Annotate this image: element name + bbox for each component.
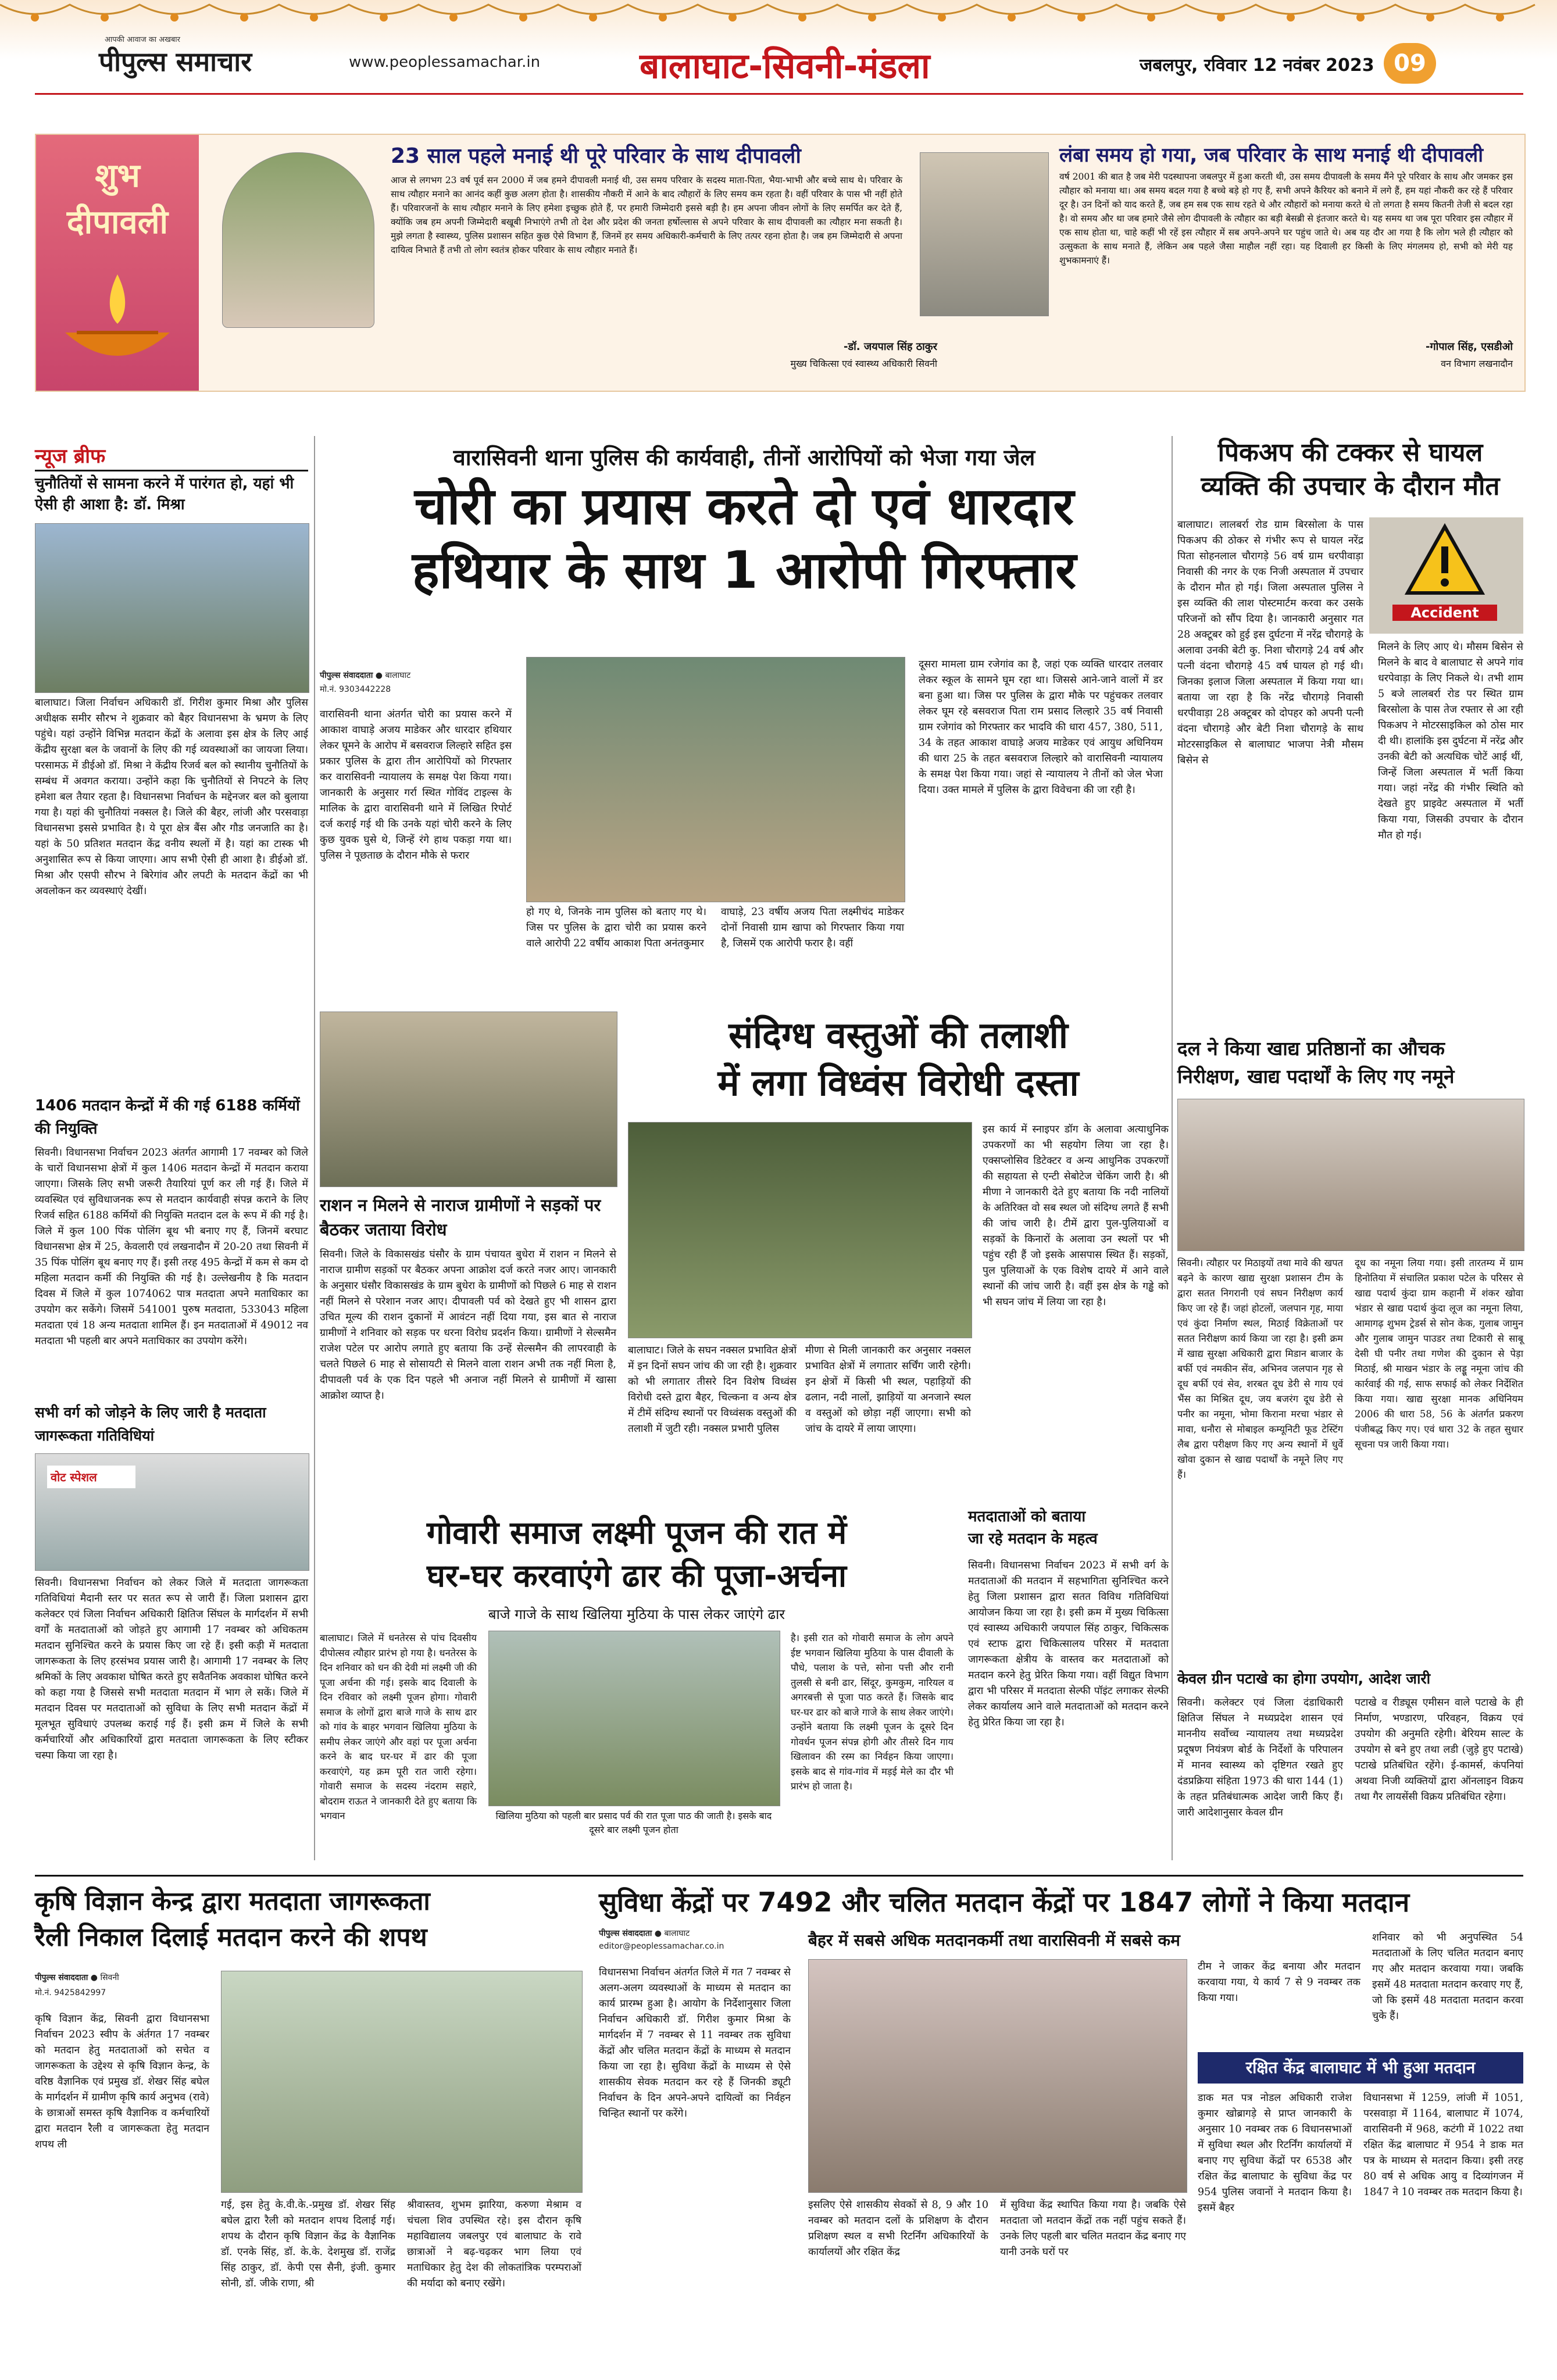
krishi-body-col1: कृषि विज्ञान केंद्र, सिवनी द्वारा विधानसभा निर्वाचन 2023 स्वीप के अंर्तगत 17 नवम्बर को मतदान हेतु मतदाताओं को सचेत व जागरूकता के उद्देश्य से कृषि विज्ञान केन्द्र, के वरिष्ठ वैज्ञानिक एवं प्रमुख डॉ. शेखर सिंह बघेल के मार्गदर्शन में ग्रामीण कृषि कार्य अनुभव (रावे) के छात्राओं समस्त कृषि वैज्ञानिक व कर्मचारियों द्वारा मतदान रैली व जागरूकता हेतु मतदान शपथ ली [35, 2013, 209, 2150]
food-body-col2: दूध का नमूना लिया गया। इसी तारतम्य में ग्राम हिनोतिया में संचालित प्रकाश पटेल के परिसर से खाद्य पदार्थ कुंदा ग्राम कहानी में शंकर खोवा भंडार से खाद्य पदार्थ कुंदा लूज का नमूना लिया, आमागढ़ शुभम ट्रेडर्स से सोन केक, गुलाब जामुन और गुलाब जामुन पाउडर तथा टिकारी से साबू देसी घी पनीर तथा गणेश की दुकान से पेड़ा मिठाई, श्री माखन भंडार के लड्डू नमूना जांच की कार्रवाई की गई, साफ सफाई को लेकर निर्देशित किया गया। खाद्य सुरक्षा मानक अधिनियम 2006 की धारा 58, 56 के अंतर्गत प्रकरण पंजीबद्ध किए गए। एवं धारा 32 के तहत सुधार सूचना पत्र जारी किया गया। [1355, 1257, 1523, 1450]
lead-mobile: मो.नं. 9303442228 [320, 685, 391, 694]
brief-rule [35, 470, 308, 471]
krishi-story [35, 1884, 581, 2360]
bomb-headline-line1: संदिग्ध वस्तुओं की तलाशी [728, 1014, 1068, 1056]
lead-body-col1: वारासिवनी थाना अंतर्गत चोरी का प्रयास करने में आकाश वाघाड़े अजय माडेकर और धारदार हथियार लेकर घूमने के आरोप में बसवराज लिल्हारे सहित इस प्रकार पुलिस के द्वारा तीन आरोपियों को गिरफ्तार कर वारासिवनी न्यायालय के समक्ष पेश किया गया। जानकारी के अनुसार गर्रा स्थित गोविंद टाइल्स के मालिक के द्वारा वारासिवनी थाने में लिखित रिपोर्ट दर्ज कराई गई थी कि उनके यहां चोरी करने के लिए कुछ युवक घुसे थे, जिन्हें रंगे हाथ पकड़ा गया था। पुलिस ने पूछताछ के दौरान मौके से फरार [320, 709, 512, 862]
ration-body: सिवनी। जिले के विकासखंड घंसौर के ग्राम पंचायत बुधेरा में राशन न मिलने से नाराज ग्रामीण सड़कों पर बैठकर अपना आक्रोश दर्ज करते नजर आए। जानकारी के अनुसार घंसौर विकासखंड के ग्राम बुधेरा के ग्रामीणों को पिछले 6 माह से राशन नहीं मिलने से परेशान नजर आए। दीपावली पर्व को देखते हुए भी शासन द्वारा उचित मूल्य की राशन दुकानों में आवंटन नहीं दिया गया, इस बात से नाराज ग्रामीणों ने शनिवार को सड़क पर धरना विरोध प्रदर्शन किया। ग्रामीणों ने सेल्समैन राजेश पटेल पर आरोप लगाते हुए बताया कि उन्हें सेल्समैन की लापरवाही के चलते पिछले 6 माह से सोसायटी से मिलने वाला राशन अभी तक नहीं मिला है, दीपावली पर्व के एक दिन पहले भी अनाज नहीं मिलने से ग्रामीणों में खासा आक्रोश व्याप्त है। [320, 1249, 616, 1402]
food-headline-line2: निरीक्षण, खाद्य पदार्थों के लिए गए नमूने [1177, 1065, 1455, 1088]
green-crackers-story [1177, 1668, 1523, 1860]
brief2-body: सिवनी। विधानसभा निर्वाचन 2023 अंतर्गत आगामी 17 नवम्बर को जिले के चारों विधानसभा क्षेत्रों में कुल 1406 मतदान केन्द्रों में मतदान कराया जाएगा। जिसके लिए सभी जरूरी तैयारियां पूर्ण कर ली गई हैं। जिले में व्यवस्थित एवं सुविधाजनक रूप से मतदान कार्यवाही संपन्न कराने के लिए रिजर्व सहित 6188 कर्मियों की नियुक्ति मतदान दल के रूप में की गई है। जिले में कुल 100 पिंक पोलिंग बूथ भी बनाए गए हैं, जिनमें बरघाट विधानसभा क्षेत्र में 25, केवलारी एवं लखनादौन में 20-20 तथा सिवनी में 35 पिंक पोलिंग बूथ बनाए गए हैं। इसी तरह 495 केन्द्रों में कम से कम दो महिला मतदान कर्मी की नियुक्ति की गई है। उल्लेखनीय है कि मतदान दिवस में जिले में कुल 1074062 पात्र मतदाता अपने मताधिकार का उपयोग कर सकेंगे। जिसमें 541001 पुरुष मतदाता, 533043 महिला मतदाता एवं 18 अन्य मतदाता शामिल हैं। इन मतदाताओं में 49012 नव मतदाता भी पहली बार अपने मताधिकार का उपयोग करेंगे। [35, 1147, 308, 1347]
lead-headline-line2: हथियार के साथ 1 आरोपी गिरफ्तार [412, 540, 1077, 600]
suvidha-body-col1: विधानसभा निर्वाचन अंतर्गत जिले में गत 7 नवम्बर से अलग-अलग व्यवस्थाओं के माध्यम से मतदान का कार्य प्रारम्भ हुआ है। आयोग के निर्देशानुसार जिला निर्वाचन अधिकारी डॉ. गिरीश कुमार मिश्रा के मार्गदर्शन में 7 नवम्बर से 11 नवम्बर तक सुविधा केंद्रों और चलित मतदान केंद्रों के माध्यम से मतदान किया जा रहा है। सुविधा केंद्रों के माध्यम से ऐसे शासकीय सेवक मतदान कर रहे हैं जिनकी ड्यूटी निर्वाचन के दिन अपने-अपने दायित्वों का निर्वहन चिन्हित स्थानों पर करेंगे। [599, 1967, 791, 2120]
diwali-lamps-decoration [0, 0, 1557, 35]
lead-kicker: वारासिवनी थाना पुलिस की कार्यवाही, तीनों आरोपियों को भेजा गया जेल [453, 445, 1035, 470]
bomb-body-col1: बालाघाट। जिले के सघन नक्सल प्रभावित क्षेत्रों में इन दिनों सघन जांच की जा रही है। शुक्रवार को भी लगातार तीसरे दिन विशेष विध्वंस विरोधी दस्ते द्वारा बैहर, चिल्कना व अन्य क्षेत्र में टीमें संदिग्ध स्थानों पर विध्वंसक वस्तुओं की तलाशी में जुटी रही। नक्सल प्रभारी पुलिस [628, 1345, 797, 1435]
brief2-headline: 1406 मतदान केन्द्रों में की गई 6188 कर्मियों की नियुक्ति [35, 1097, 300, 1138]
pickup-body-col1: बालाघाट। लालबर्रा रोड ग्राम बिरसोला के पास पिकअप की ठोकर से गंभीर रूप से घायल नरेंद्र पिता सोहनलाल चौरागड़े 56 वर्ष ग्राम धरपीवाड़ा निवासी की नगर के एक निजी अस्पताल में उपचार के दौरान मौत हो गई। जिला अस्पताल पुलिस ने इस व्यक्ति की लाश पोस्टमार्टम करवा कर उसके परिजनों को सौंप दिया है। जानकारी अनुसार गत 28 अक्टूबर को हुई इस दुर्घटना में नरेंद्र चौरागड़े के अलावा उनकी बेटी कु. निशा चौरागड़े 24 वर्ष और पत्नी वंदना चौरागड़े 45 वर्ष घायल हो गई थी। जिनका इलाज जिला अस्पताल में किया गया था। बताया जा रहा है कि नरेंद्र चौरागड़े निवासी धरपीवाड़ा 28 अक्टूबर को दोपहर को अपनी पत्नी वंदना चौरागड़े और बेटी निशा चौरागड़े के साथ मोटरसाइकिल से बालाघाट भाजपा नेत्री मौसम बिसेन से [1177, 519, 1364, 766]
page-number: 09 [1384, 43, 1436, 84]
story2-author: -गोपाल सिंह, एसडीओ [1426, 341, 1513, 353]
brief3-body: सिवनी। विधानसभा निर्वाचन को लेकर जिले में मतदाता जागरूकता गतिविधियां मैदानी स्तर पर सतत रूप से जारी हैं। जिला प्रशासन द्वारा कलेक्टर एवं जिला निर्वाचन अधिकारी क्षितिज सिंघल के मार्गदर्शन में सभी वर्गों के मतदाताओं को जोड़ते हुए आगामी 17 नवम्बर को अधिकतम मतदान सुनिश्चित करने के प्रयास किए जा रहे हैं। इसी कड़ी में मतदाता जागरूकता के लिए हरसंभव प्रयास जारी है। आगामी 17 नवम्बर के लिए श्रमिकों के लिए अवकाश घोषित करते हुए सवैतनिक अवकाश घोषित करने को कहा गया है जिससे सभी मतदाता मतदान में भाग ले सकें। जिले में मतदान दिवस पर मतदाताओं को सुविधा के लिए सभी मतदान केंद्रों में मूलभूत सुविधाएं उपलब्ध कराई गई हैं। इसी क्रम में जिले के सभी कर्मचारियों और अधिकारियों द्वारा मतदाता जागरूकता के लिए स्टीकर चस्पा किया जा रहा है। [35, 1577, 308, 1761]
brand-logo: पीपुल्स समाचार [99, 46, 252, 77]
ration-protest-story [320, 1012, 616, 1535]
date-line: जबलपुर, रविवार 12 नवंबर 2023 [1140, 55, 1374, 76]
suvidha-headline: सुविधा केंद्रों पर 7492 और चलित मतदान केंद्रों पर 1847 लोगों ने किया मतदान [599, 1886, 1410, 1918]
importance-body: सिवनी। विधानसभा निर्वाचन 2023 में सभी वर्ग के मतदाताओं की मतदान में सहभागिता सुनिश्चित करने हेतु जिला प्रशासन द्वारा सतत विविध गतिविधियां आयोजन किया जा रहा है। इसी क्रम में मुख्य चिकित्सा एवं स्वास्थ्य अधिकारी जयपाल सिंह ठाकुर, चिकित्सक एवं स्टाफ द्वारा चिकित्सालय परिसर में मतदाता जागरूकता क्षेत्रीय के वास्तव कर मतदाताओं को मतदान करने हेतु प्रेरित किया गया। वहीं विद्युत विभाग द्वारा भी परिसर में मतदाता सेल्फी पॉइंट लगाकर सेल्फी लेकर कार्यालय आने वाले मतदाताओं को मतदान करने हेतु प्रेरित किया जा रहा है। [968, 1560, 1169, 1728]
krishi-headline-line1: कृषि विज्ञान केन्द्र द्वारा मतदाता जागरूकता [35, 1886, 430, 1916]
green-body-col1: सिवनी। कलेक्टर एवं जिला दंडाधिकारी क्षितिज सिंघल ने मध्यप्रदेश शासन एवं माननीय सर्वोच्च न्यायालय तथा मध्यप्रदेश प्रदूषण नियंत्रण बोर्ड के निर्देशों के परिपालन में मानव स्वास्थ्य को दृष्टिगत रखते हुए दंडप्रक्रिया संहिता 1973 की धारा 144 (1) के तहत प्रतिबंधात्मक आदेश जारी किए हैं। जारी आदेशानुसार केवल ग्रीन [1177, 1697, 1343, 1818]
lead-byline-place: बालाघाट [385, 671, 411, 680]
suvidha-photo [808, 1959, 1187, 2193]
brief3-image-text: वोट स्पेशल [47, 1466, 135, 1488]
bomb-squad-story [628, 1012, 1169, 1506]
suvidha-body-col3: में सुविधा केंद्र स्थापित किया गया है। जबकि ऐसे मतदाता जो मतदान केंद्रों तक नहीं पहुंच सकते हैं। उनके लिए पहली बार चलित मतदान केंद्र बनाए गए यानी उनके घरों पर [1000, 2199, 1186, 2258]
diya-icon [59, 269, 176, 367]
news-brief-column [35, 436, 308, 1860]
suvidha-body-col5: शनिवार को भी अनुपस्थित 54 मतदाताओं के लिए चलित मतदान बनाए गए और मतदान करवाया गया। जबकि इसमें 48 मतदाता मतदान करवाए गए हैं, जो कि इसमें 48 मतदाता मतदान करवा चुके हैं। [1372, 1932, 1523, 2022]
suvidha-byline: पीपुल्स संवाददाता ● बालाघाट [599, 1929, 690, 1938]
voting-importance-story [968, 1506, 1169, 1866]
govari-story [320, 1511, 954, 1866]
bomb-body-col2: मीणा से मिली जानकारी कर अनुसार नक्सल प्रभावित क्षेत्रों में लगातार सर्चिंग जारी रहेगी। इन क्षेत्रों में किसी भी स्थल, पहाड़ियों की ढलान, नदी नालों, झाड़ियों या अनजाने स्थल व वस्तुओं को छोड़ा नहीं जाएगा। सभी को जांच के दायरे में लाया जाएगा। [805, 1345, 971, 1435]
edition-title: बालाघाट-सिवनी-मंडला [640, 46, 930, 87]
suvidha-body-col2: इसलिए ऐसे शासकीय सेवकों से 8, 9 और 10 नवम्बर को मतदान दलों के प्रशिक्षण के दौरान प्रशिक्षण स्थल व सभी रिटर्निंग अधिकारियों के कार्यालयों और रक्षित केंद्र [808, 2199, 988, 2258]
lead-body-col4: दूसरा मामला ग्राम रजेगांव का है, जहां एक व्यक्ति धारदार तलवार लेकर स्कूल के सामने घूम रहा था। जिससे आने-जाने वालों में डर बना हुआ था। जिस पर पुलिस के द्वारा मौके पर पहुंचकर तलवार लेकर घूम रहे बसवराज पिता राम प्रसाद लिल्हारे 35 वर्ष निवासी ग्राम रजेगांव को गिरफ्तार कर भादवि की धारा 457, 380, 511, 34 के तहत आकाश वाघाड़े अजय माडेकर एवं आयुध अधिनियम की धारा 25 के तहत बसवराज लिल्हारे को वारासिवनी न्यायालय के समक्ष पेश किया गया। जहां से न्यायालय ने तीनों को जेल भेजा दिया। उक्त मामले में पुलिस के द्वारा विवेचना की जा रही है। [919, 659, 1163, 796]
brief1-body: बालाघाट। जिला निर्वाचन अधिकारी डॉ. गिरीश कुमार मिश्रा और पुलिस अधीक्षक समीर सौरभ ने शुक्रवार को बैहर विधानसभा के भ्रमण के लिए पहुंचे। यहां उन्होंने विभिन्न मतदान केंद्रों के अलावा इस क्षेत्र के लिए आई केंद्रीय सुरक्षा बल के जवानों के लिए की गई व्यवस्थाओं का जायजा लिया। परसामऊ में डीईओ डॉ. मिश्रा ने केंद्रीय रिजर्व बल को स्थानीय चुनौतियों के सम्बंध में अवगत कराया। उन्होंने कहा कि चुनौतियों से निपटने के लिए हमेशा बल तैयार रहता है। विधानसभा निर्वाचन के मद्देनजर बल को बुलाया गया है। यहां की चुनौतियां नक्सल है। जिले की बैहर, लांजी और परसवाड़ा विधानसभा इससे प्रभावित है। ये पूरा क्षेत्र बैंस और गौड जनजाति का है। यहां के 50 प्रतिशत मतदान केंद्र वनीय स्थलों में है। यहां का टास्क भी अनुशासित रूप से किया जाएगा। आप सभी ऐसी ही आशा है। डीईओ डॉ. मिश्रा और एसपी सौरभ ने बिरेगांव और लपटी के मतदान केंद्रों का भी अवलोकन कर व्यवस्थाएं देखीं। [35, 697, 308, 897]
column-divider-right [1172, 436, 1173, 1860]
suvidha-subhead: बैहर में सबसे अधिक मतदानकर्मी तथा वारासिवनी में सबसे कम [808, 1931, 1180, 1950]
lead-headline-line1: चोरी का प्रयास करते दो एवं धारदार [414, 476, 1074, 536]
krishi-byline-name: पीपुल्स संवाददाता [35, 1973, 88, 1982]
govari-caption: खिलिया मुठिया को पहली बार प्रसाद पर्व की रात पूजा पाठ की जाती है। इसके बाद दूसरे बार लक्ष्मी पूजन होता [495, 1810, 772, 1835]
story1-designation: मुख्य चिकित्सा एवं स्वास्थ्य अधिकारी सिवनी [790, 358, 937, 369]
krishi-byline: पीपुल्स संवाददाता ● सिवनी [35, 1973, 119, 1982]
krishi-body-col3: श्रीवास्तव, शुभम झारिया, करुणा मेश्राम व चंचला शिव उपस्थित रहे। इस दौरान कृषि महाविद्यालय जबलपुर एवं बालाघाट के रावे छात्राओं ने बढ़-चढ़कर भाग लिया एवं मताधिकार हेतु देश की लोकतांत्रिक परम्पराओं की मर्यादा को बनाए रखेंगे। [407, 2199, 581, 2289]
ration-headline: राशन न मिलने से नाराज ग्रामीणों ने सड़कों पर बैठकर जताया विरोध [320, 1195, 601, 1239]
brief3-headline: सभी वर्ग को जोड़ने के लिए जारी है मतदाता जागरूकता गतिविधियां [35, 1404, 266, 1444]
krishi-body-col2: गई, इस हेतु के.वी.के.-प्रमुख डॉ. शेखर सिंह बघेल द्वारा रैली को मतदान शपथ दिलाई गई। शपथ के दौरान कृषि विज्ञान केंद्र के वैज्ञानिक डॉ. एनके सिंह, डॉ. के.के. देशमुख डॉ. राजेंद्र सिंह ठाकुर, डॉ. केपी एस सैनी, इंजी. कुमार सोनी, डॉ. जीके राणा, श्री [221, 2199, 395, 2289]
pickup-accident-story [1177, 436, 1523, 1029]
rakshit-headline: रक्षित केंद्र बालाघाट में भी हुआ मतदान [1198, 2052, 1523, 2084]
krishi-mobile: मो.नं. 9425842997 [35, 1988, 106, 1997]
website[interactable]: www.peoplessamachar.in [349, 53, 541, 71]
importance-headline-line1: मतदाताओं को बताया [968, 1508, 1086, 1525]
masthead-rule [35, 93, 1523, 95]
krishi-photo [221, 1971, 583, 2193]
suvidha-body-col4: टीम ने जाकर केंद्र बनाया और मतदान करवाया गया, ये कार्य 7 से 9 नवम्बर तक किया गया। [1198, 1961, 1360, 2004]
food-headline-line1: दल ने किया खाद्य प्रतिष्ठानों का औचक [1177, 1037, 1445, 1060]
lead-body-col3: वाघाड़े, 23 वर्षीय अजय पिता लक्ष्मीचंद माडेकर दोनों निवासी ग्राम खापा को गिरफ्तार किया गया है, जिसमें एक आरोपी फरार है। वहीं [721, 906, 904, 949]
lead-photo-arrested [526, 657, 905, 902]
story1-headline: 23 साल पहले मनाई थी पूरे परिवार के साथ दीपावली [391, 144, 801, 168]
story2-designation: वन विभाग लखनादौन [1441, 358, 1513, 369]
pickup-headline-line1: पिकअप की टक्कर से घायल [1217, 438, 1483, 467]
suvidha-byline-place: बालाघाट [664, 1929, 690, 1938]
suvidha-story [599, 1884, 1523, 2360]
lead-byline-name: पीपुल्स संवाददाता [320, 671, 373, 680]
food-photo [1177, 1099, 1524, 1251]
food-inspection-story [1177, 1035, 1523, 1616]
krishi-byline-place: सिवनी [100, 1973, 119, 1982]
importance-headline-line2: जा रहे मतदान के महत्व [968, 1530, 1098, 1548]
rakshit-box [1198, 2052, 1523, 2354]
brief3-photo [35, 1453, 309, 1571]
ration-photo [320, 1012, 617, 1187]
krishi-headline-line2: रैली निकाल दिलाई मतदान करने की शपथ [35, 1922, 427, 1952]
govari-subhead: बाजे गाजे के साथ खिलिया मुठिया के पास लेकर जाएंगे ढार [488, 1606, 785, 1623]
greeting-line2: दीपावली [66, 203, 169, 241]
story1-body: आज से लगभग 23 वर्ष पूर्व सन 2000 में जब हमने दीपावली मनाई थी, उस समय परिवार के सदस्य माता-पिता, भैया-भाभी और बच्चे साथ थे। परिवार के साथ त्यौहार मनाने का आनंद कहीं कुछ अलग होता है। शासकीय नौकरी में आने के बाद त्यौहारों के लिए समय कम रहता है। वहीं परिवार के पास भी नहीं होते हैं। परिवारजनों के साथ त्यौहार मनाने के लिए हमेशा इच्छुक होते हैं, पर हमारी जिम्मेदारी इससे बड़ी है। हम अपना जीवन लोगों के लिए समर्पित कर देते हैं, क्योंकि जब हम अपनी जिम्मेदारी बखूबी निभाएंगे तभी तो देश और प्रदेश की जनता हर्षोल्लास से अपने परिवार के साथ दीपावली का त्यौहार मना सकती है। मुझे लगता है स्वास्थ्य, पुलिस प्रशासन सहित कुछ ऐसे विभाग हैं, जिनमें हर समय अधिकारी-कर्मचारी के लिए तत्पर रहना होता है। जब हम जिम्मेदारी से अपना दायित्व निभाते हैं तभी तो लोग स्वतंत्र होकर परिवार के साथ त्यौहार मनाते हैं। [391, 175, 902, 255]
section-rule [35, 1875, 1523, 1877]
story2-headline: लंबा समय हो गया, जब परिवार के साथ मनाई थी दीपावली [1059, 144, 1484, 167]
accident-label: Accident [1392, 605, 1497, 621]
govari-body-col2: है। इसी रात को गोवारी समाज के लोग अपने ईष्ट भगवान खिलिया मुठिया के पास दीवाली के पौधे, पलाश के पत्ते, सोना पत्ती और रानी तुलसी से बनी ढार, सिंदूर, कुमकुम, नारियल व अगरबत्ती से पूजा पाठ करते हैं। जिसके बाद घर-घर ढार को बाजे गाजे के साथ लेकर जाएंगे। उन्होंने बताया कि लक्ष्मी पूजन के दूसरे दिन गोवर्धन पूजन संपन्न होगी और तीसरे दिन गाय खिलावन की रस्म का निर्वहन किया जाएगा। इसके बाद से गांव-गांव में मड़ई मेले का दौर भी प्रारंभ हो जाता है। [791, 1632, 954, 1792]
brand-tagline: आपकी आवाज का अखबार [105, 35, 180, 44]
portrait-gopal-singh [920, 152, 1049, 316]
brief1-photo [35, 523, 309, 693]
suvidha-byline-name: पीपुल्स संवाददाता [599, 1929, 652, 1938]
govari-photo [488, 1631, 780, 1806]
masthead [0, 0, 1557, 99]
green-headline: केवल ग्रीन पटाखे का होगा उपयोग, आदेश जारी [1177, 1670, 1431, 1687]
rakshit-body-col1: डाक मत पत्र नोडल अधिकारी राजेश कुमार खोब्रागड़े से प्राप्त जानकारी के अनुसार 10 नवम्बर तक 6 विधानसभाओं में सुविधा स्थल और रिटर्निंग कार्यालयों में बनाए गए सुविधा केंद्रों पर 6538 और रक्षित केंद्र बालाघाट के सुविधा केंद्र पर 954 पुलिस जवानों ने मतदान किया है। इसमें बैहर [1198, 2092, 1352, 2214]
warning-icon [1404, 523, 1485, 599]
rakshit-body-col2: विधानसभा में 1259, लांजी में 1051, परसवाड़ा में 1164, बालाघाट में 1074, वारासिवनी में 968, कटंगी में 1022 तथा रक्षित केंद्र बालाघाट में 954 ने डाक मत पत्र के माध्यम से मतदान किया। इसी तरह 80 वर्ष से अधिक आयु व दिव्यांगजन में 1847 ने 10 नवम्बर तक मतदान किया है। [1363, 2092, 1523, 2198]
story1-author: -डॉ. जयपाल सिंह ठाकुर [844, 341, 937, 353]
lead-story [320, 436, 1169, 1006]
brief1-headline: चुनौतियों से सामना करने में पारंगत हो, यहां भी ऐसी ही आशा है: डॉ. मिश्रा [35, 475, 294, 513]
greeting-panel [36, 135, 199, 391]
portrait-jaypal-singh [222, 152, 374, 328]
lead-body-col2: हो गए थे, जिनके नाम पुलिस को बताए गए थे। जिस पर पुलिस के द्वारा चोरी का प्रयास करने वाले आरोपी 22 वर्षीय आकाश पिता अनंतकुमार [526, 906, 706, 949]
bomb-squad-photo [628, 1122, 972, 1338]
bomb-headline-line2: में लगा विध्वंस विरोधी दस्ता [717, 1062, 1079, 1104]
pickup-body-col2: मिलने के लिए आए थे। मौसम बिसेन से मिलने के बाद वे बालाघाट से अपने गांव धरपेवाड़ा के लिए निकले थे। तभी शाम 5 बजे लालबर्रा रोड पर स्थित ग्राम बिरसोला के पास तेज रफ्तार से आ रही पिकअप ने मोटरसाइकिल को ठोस मार दी थी। हालांकि इस दुर्घटना में नरेंद्र और उनकी बेटी को अत्यधिक चोटें आई थीं, जिन्हें जिला अस्पताल में भर्ती किया गया। जहां नरेंद्र की गंभीर स्थिति को देखते हुए प्राइवेट अस्पताल में भर्ती किया गया, जिसकी उपचार के दौरान मौत हो गई। [1378, 641, 1523, 841]
brief-label: न्यूज ब्रीफ [35, 445, 106, 468]
food-body-col1: सिवनी। त्यौहार पर मिठाइयों तथा मावे की खपत बढ़ने के कारण खाद्य सुरक्षा प्रशासन टीम के द्वारा सतत निगरानी एवं सघन निरीक्षण कार्य किए जा रहे हैं। जहां होटलों, जलपान गृह, माया एवं कुंदा निर्माण स्थल, मिठाई विक्रेताओं पर सतत निरीक्षण कार्य किया जा रहा है। इसी क्रम में खाद्य सुरक्षा अधिकारी द्वारा मिडान बाजार के बर्फी एवं नमकीन सेंव, अभिनव जलपान गृह से दूध बर्फी एवं सेव, शरबत दूध डेरी से गाय एवं भैंस का मिश्रित दूध, जय बजरंग दूध डेरी से पनीर का नमूना, भोमा किराना मरचा भंडार से मावा, धनौरा से मोबाइल कम्यूनिटी फूड टेस्टिंग लैब द्वारा परीक्षण किए गए अन्य स्थानों में धुर्वे खोवा दुकान से खाद्य पदार्थों के नमूने लिए गए हैं। [1177, 1257, 1343, 1480]
column-divider-left [314, 436, 315, 1860]
suvidha-email[interactable]: editor@peoplessamachar.co.in [599, 1942, 724, 1951]
accident-graphic [1369, 517, 1523, 634]
govari-body-col1: बालाघाट। जिले में धनतेरस से पांच दिवसीय दीपोत्सव त्यौहार प्रारंभ हो गया है। धनतेरस के दिन शनिवार को धन की देवी मां लक्ष्मी जी की पूजा अर्चना की गई। इसके बाद दिवाली के दिन रविवार को लक्ष्मी पूजन होगा। गोवारी समाज के लोगों द्वारा बाजे गाजे के साथ ढार को गांव के बाहर भगवान खिलिया मुठिया के समीप लेकर जाएंगे और वहां पर पूजा अर्चना करने के बाद घर-घर में ढार की पूजा करवाएंगे, यह क्रम पूरी रात जारी रहेगा। गोवारी समाज के सदस्य नंदराम सहारे, बोदराम राऊत ने जानकारी देते हुए बताया कि भगवान [320, 1632, 477, 1821]
govari-headline-line1: गोवारी समाज लक्ष्मी पूजन की रात में [426, 1514, 847, 1551]
green-body-col2: पटाखे व रीड्यूस एमीसन वाले पटाखे के ही निर्माण, भण्डारण, परिवहन, विक्रय एवं उपयोग की अनुमति रहेगी। बेरियम साल्ट के उपयोग से बने हुए तथा लडी (जुड़े हुए पटाखे) पटाखे प्रतिबंधित रहेंगे। ई-कामर्स, कंपनियां अथवा निजी व्यक्तियों द्वारा ऑनलाइन विक्रय तथा गैर लायसेंसी विक्रय प्रतिबंधित रहेगा। [1355, 1697, 1523, 1803]
bomb-body-col3: इस कार्य में स्नाइपर डॉग के अलावा अत्याधुनिक उपकरणों का भी सहयोग लिया जा रहा है। एक्सप्लोसिव डिटेक्टर व अन्य आधुनिक उपकरणों की सहायता से एन्टी सेबोटेज चेकिंग जारी है। श्री मीणा ने जानकारी देते हुए बताया कि नदी नालियों के अतिरिक्त वो सब स्थल जो संदिग्ध लगते हैं सभी की जांच जारी है। टीमें द्वारा पुल-पुलियाओं व सड़कों के किनारों के अलावा उन स्थलों पर भी पहुंच रही हैं जो इसके आसपास स्थित हैं। सड़कों, पुल पुलियाओं के एक विशेष दायरे में आने वाले स्थानों की जांच जारी है। वहीं इस क्षेत्र के गड्ढे को भी सघन जांच में लिया जा रहा है। [983, 1124, 1169, 1308]
greeting-line1: शुभ [95, 157, 140, 195]
pickup-headline-line2: व्यक्ति की उपचार के दौरान मौत [1201, 471, 1500, 501]
govari-headline-line2: घर-घर करवाएंगे ढार की पूजा-अर्चना [426, 1557, 847, 1594]
lead-byline: पीपुल्स संवाददाता ● बालाघाट [320, 671, 411, 680]
diwali-banner [35, 134, 1526, 392]
story2-body: वर्ष 2001 की बात है जब मेरी पदस्थापना जबलपुर में हुआ करती थी, उस समय दीपावली के समय मैंने पूरे परिवार के साथ और जमकर इस त्यौहार को मनाया था। अब समय बदल गया है बच्चे बड़े हो गए हैं, सभी अपने कैरियर को बनाने में लगे हैं, हम यहां नौकरी कर रहे हैं परिवार दूर है। उन दिनों को याद करते हैं, जब हम सब एक साथ रहते थे और त्यौहारों को मनाया करते थे तो लगता है समय कितनी तेजी से बदल रहा है। वो समय और था जब हमारे जैसे लोग दीपावली के त्यौहार का बड़ी बेसब्री से इंतजार करते थे। यह समय था जब पूरा परिवार इस त्यौहार में एक साथ होता था, चाहे कहीं भी रहें इस त्यौहार में सब अपने-अपने घर पहुंच जाते थे। अब यह दौर आ गया है कि लोग भले ही त्यौहार को उत्सुकता के साथ मनाते हैं, लेकिन अब पहले जैसा माहौल नहीं रहा। यह दिवाली हर किसी के लिए मंगलमय हो, सभी को मेरी यह शुभकामनाएं हैं। [1059, 171, 1513, 266]
